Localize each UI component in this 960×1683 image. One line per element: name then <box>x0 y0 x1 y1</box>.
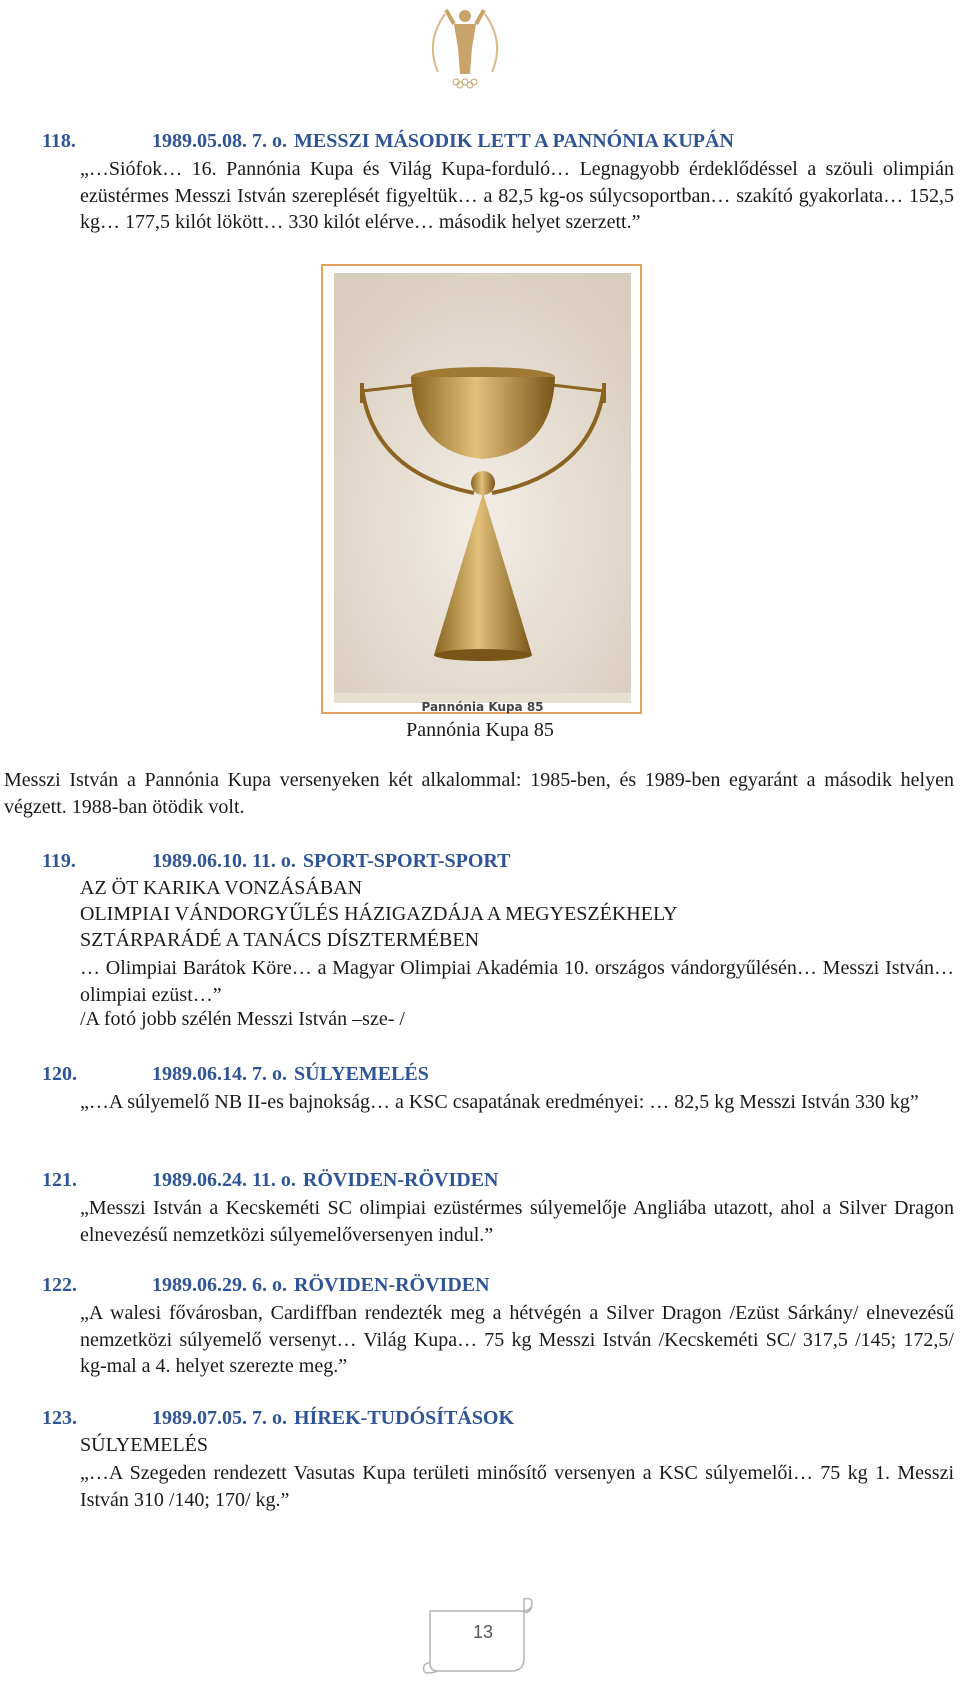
entry-number: 118. <box>42 130 76 152</box>
entry-120-body: „…A súlyemelő NB II-es bajnokság… a KSC csapatának eredményei: … 82,5 kg Messzi István 330 kg” <box>80 1091 919 1113</box>
entry-number: 119. <box>42 850 76 872</box>
entry-number: 123. <box>42 1407 77 1429</box>
entry-119-headline-1: AZ ÖT KARIKA VONZÁSÁBAN <box>80 877 363 899</box>
entry-119-headline-3: SZTÁRPARÁDÉ A TANÁCS DÍSZTERMÉBEN <box>80 929 480 951</box>
entry-date: 1989.06.14. 7. o. <box>152 1063 287 1085</box>
entry-118-body: „…Siófok… 16. Pannónia Kupa és Világ Kupa-forduló… Legnagyobb érdeklődéssel a szöuli olimpián ezüstérmes Messzi István szereplését figyeltük… a 82,5 kg-os súlycsoportban… szakító gyakorlata… 152,5 kg… 177,5 kilót lökött… 330 kilót elérve… második helyet szerzett.” <box>80 158 954 233</box>
entry-119-headline-2: OLIMPIAI VÁNDORGYŰLÉS HÁZIGAZDÁJA A MEGYESZÉKHELY <box>80 903 678 925</box>
entry-title: RÖVIDEN-RÖVIDEN <box>302 1169 499 1191</box>
entry-123-subtitle: SÚLYEMELÉS <box>80 1434 208 1456</box>
entry-119-note: /A fotó jobb szélén Messzi István –sze- / <box>80 1008 405 1030</box>
summary-paragraph: Messzi István a Pannónia Kupa versenyeken két alkalommal: 1985-ben, és 1989-ben egyaránt a második helyen végzett. 1988-ban ötödik volt. <box>4 769 954 818</box>
entry-title: HÍREK-TUDÓSÍTÁSOK <box>294 1407 515 1429</box>
photo-caption: Pannónia Kupa 85 <box>406 719 554 741</box>
entry-123-body: „…A Szegeden rendezett Vasutas Kupa területi minősítő versenyen a KSC súlyemelői… 75 kg 1. Messzi István 310 /140; 170/ kg.” <box>80 1462 954 1511</box>
entry-119-body: … Olimpiai Barátok Köre… a Magyar Olimpiai Akadémia 10. országos vándorgyűlésén… Messzi István… olimpiai ezüst…” <box>80 957 954 1006</box>
trophy-image <box>334 273 631 714</box>
entry-date: 1989.07.05. 7. o. <box>152 1407 287 1429</box>
entry-number: 120. <box>42 1063 77 1085</box>
entry-title: RÖVIDEN-RÖVIDEN <box>294 1274 490 1296</box>
entry-date: 1989.06.24. 11. o. <box>152 1169 296 1191</box>
entry-122-heading <box>42 1274 490 1297</box>
entry-121-body: „Messzi István a Kecskeméti SC olimpiai ezüstérmes súlyemelője Angliába utazott, ahol a Silver Dragon elnevezésű nemzetközi súlyemelőversenyen indul.” <box>80 1197 954 1246</box>
trophy-image-label: Pannónia Kupa 85 <box>421 700 544 714</box>
entry-number: 121. <box>42 1169 77 1191</box>
entry-118-heading <box>42 130 734 153</box>
entry-title: SÚLYEMELÉS <box>294 1063 429 1085</box>
entry-number: 122. <box>42 1274 77 1296</box>
entry-122-body: „A walesi fővárosban, Cardiffban rendezték meg a hétvégén a Silver Dragon /Ezüst Sárkány/ elnevezésű nemzetközi súlyemelő versenyt… Világ Kupa… 75 kg Messzi István /Kecskeméti SC/ 317,5 /145; 172,5/ kg-mal a 4. helyet szerezte meg.” <box>80 1302 954 1377</box>
entry-title: SPORT-SPORT-SPORT <box>302 850 511 872</box>
entry-title: MESSZI MÁSODIK LETT A PANNÓNIA KUPÁN <box>294 130 734 152</box>
entry-date: 1989.06.29. 6. o. <box>152 1274 287 1296</box>
entry-date: 1989.05.08. 7. o. <box>152 130 287 152</box>
entry-120-heading <box>42 1063 429 1086</box>
olympic-champion-logo <box>410 2 520 102</box>
entry-date: 1989.06.10. 11. o. <box>152 850 296 872</box>
entry-121-heading <box>42 1169 498 1192</box>
trophy-photo <box>321 264 642 714</box>
page-number: 13 <box>472 1622 494 1642</box>
entry-123-heading <box>42 1407 514 1430</box>
entry-119-heading <box>42 850 510 873</box>
